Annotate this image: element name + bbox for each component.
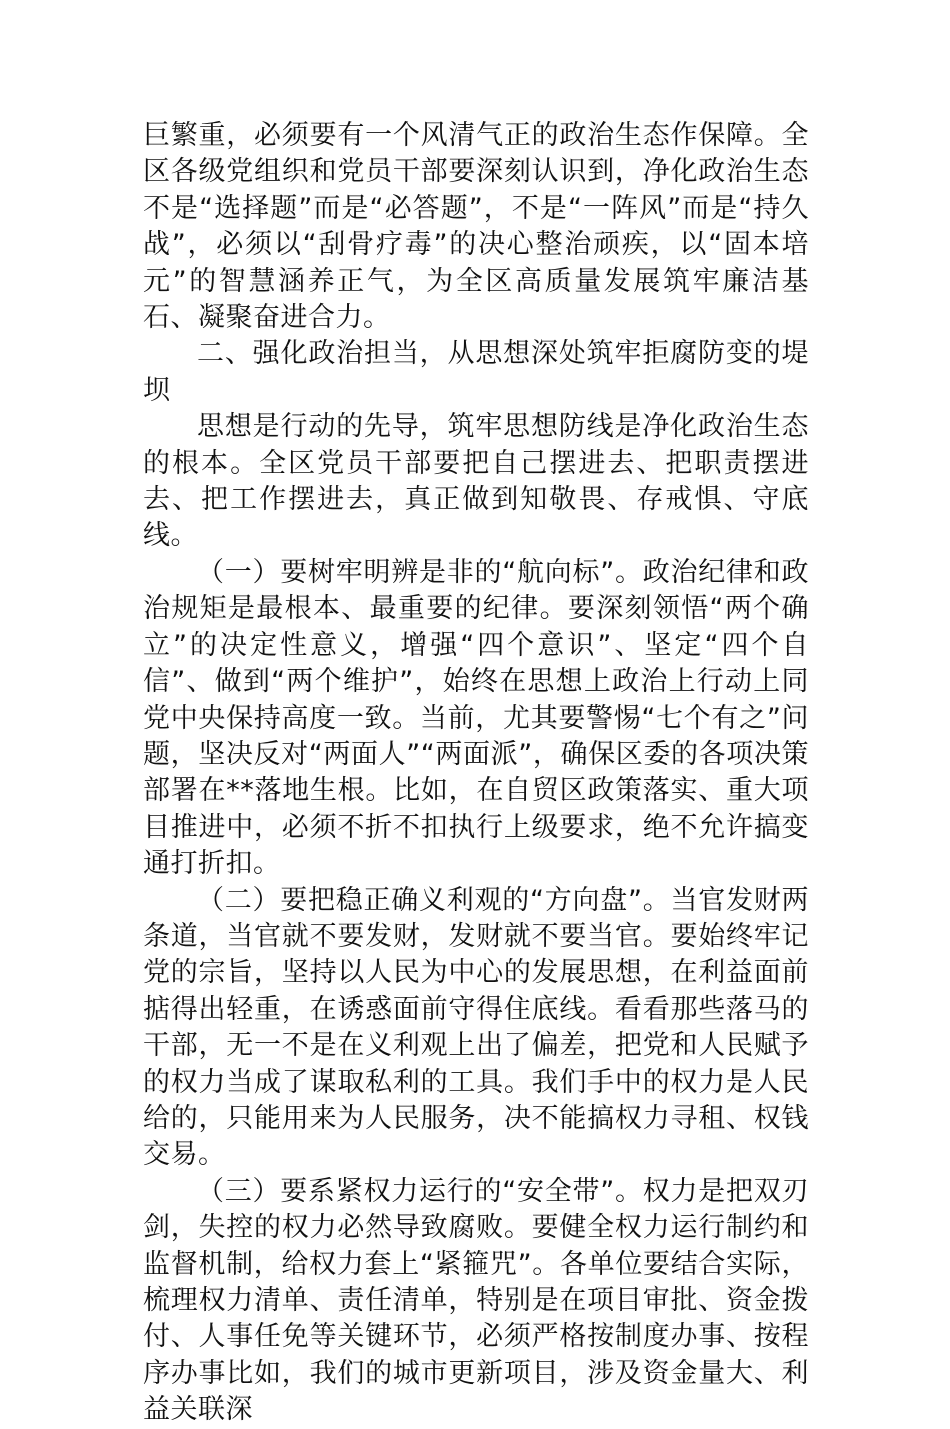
paragraph-subsection-2: （二）要把稳正确义利观的“方向盘”。当官发财两条道，当官就不要发财，发财就不要当官。要始终牢记党的宗旨，坚持以人民为中心的发展思想，在利益面前掂得出轻重，在诱惑面前守得住底线。看看那些落马的干部，无一不是在义利观上出了偏差，把党和人民赋予的权力当成了谋取私利的工具。我们手中的权力是人民给的，只能用来为人民服务，决不能搞权力寻租、权钱交易。 (143, 884, 809, 1171)
paragraph-section-2-intro: 思想是行动的先导，筑牢思想防线是净化政治生态的根本。全区党员干部要把自己摆进去、把职责摆进去、把工作摆进去，真正做到知敬畏、存戒惧、守底线。 (143, 411, 809, 552)
section-heading-2: 二、强化政治担当，从思想深处筑牢拒腐防变的堤坝 (143, 338, 809, 406)
paragraph-intro-continuation: 巨繁重，必须要有一个风清气正的政治生态作保障。全区各级党组织和党员干部要深刻认识到，净化政治生态不是“选择题”而是“必答题”，不是“一阵风”而是“持久战”，必须以“刮骨疗毒”的决心整治顽疾，以“固本培元”的智慧涵养正气，为全区高质量发展筑牢廉洁基石、凝聚奋进合力。 (143, 120, 809, 334)
paragraph-subsection-1: （一）要树牢明辨是非的“航向标”。政治纪律和政治规矩是最根本、最重要的纪律。要深刻领悟“两个确立”的决定性意义，增强“四个意识”、坚定“四个自信”、做到“两个维护”，始终在思想上政治上行动上同党中央保持高度一致。当前，尤其要警惕“七个有之”问题，坚决反对“两面人”“两面派”，确保区委的各项决策部署在**落地生根。比如，在自贸区政策落实、重大项目推进中，必须不折不扣执行上级要求，绝不允许搞变通打折扣。 (143, 556, 809, 880)
paragraph-subsection-3: （三）要系紧权力运行的“安全带”。权力是把双刃剑，失控的权力必然导致腐败。要健全权力运行制约和监督机制，给权力套上“紧箍咒”。各单位要结合实际，梳理权力清单、责任清单，特别是在项目审批、资金拨付、人事任免等关键环节，必须严格按制度办事、按程序办事比如，我们的城市更新项目，涉及资金量大、利益关联深 (143, 1175, 809, 1426)
document-body (143, 118, 809, 1429)
